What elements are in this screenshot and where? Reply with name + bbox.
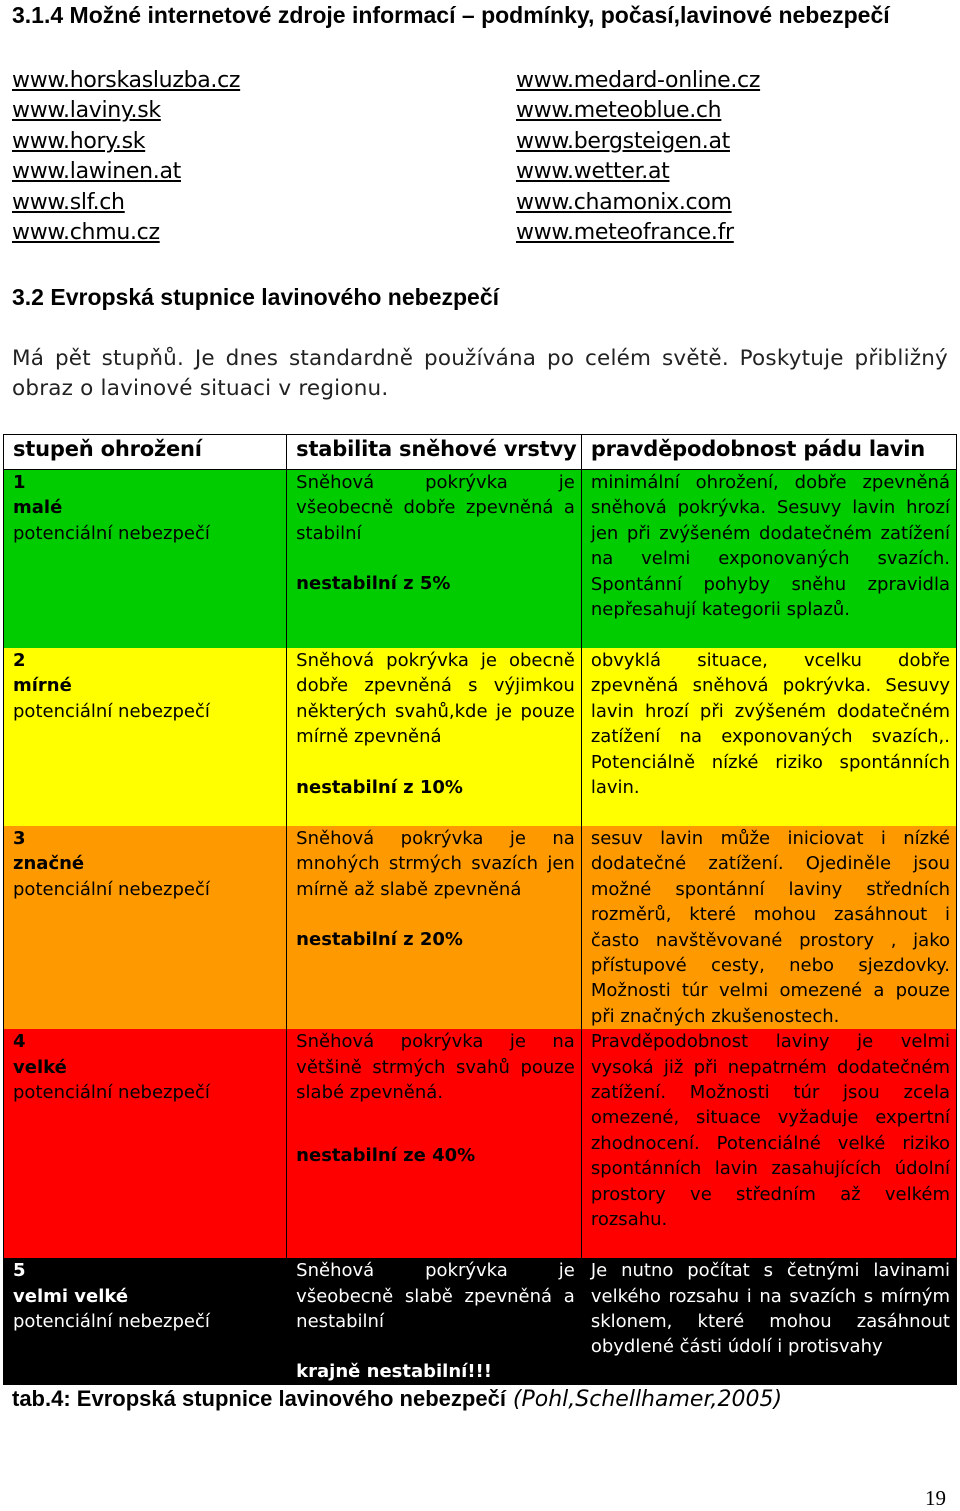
intro-paragraph: Má pět stupňů. Je dnes standardně používána po celém světě. Poskytuje přibližný obraz o lavinové situaci v regionu. bbox=[12, 346, 948, 401]
level-number: 1 bbox=[13, 472, 26, 493]
probability-cell: Pravděpodobnost laviny je velmi vysoká již při nepatrném dodatečném zatížení. Možnosti túr jsou zcela omezené, situace vyžaduje expertní zhodnocení. Potenciálné velké riziko spontánních lavin zasahujících údolní prostory ve středním až velkém rozsahu. bbox=[581, 1029, 956, 1258]
page-number: 19 bbox=[925, 1486, 946, 1510]
stability-text: Sněhová pokrývka je všeobecně dobře zpevněná a stabilní bbox=[296, 472, 575, 544]
table-row bbox=[4, 1258, 957, 1385]
level-name: velmi velké bbox=[13, 1285, 129, 1307]
links-column-left bbox=[12, 66, 240, 248]
level-name: mírné bbox=[13, 675, 72, 697]
table-caption bbox=[12, 1384, 782, 1415]
probability-cell: Je nutno počítat s četnými lavinami velkého rozsahu i na svazích s mírným sklonem, které mohou zasáhnout obydlené části údolí i protisvahy bbox=[581, 1258, 956, 1385]
header-danger-level: stupeň ohrožení bbox=[4, 435, 287, 470]
level-potential: potenciální nebezpečí bbox=[13, 700, 210, 722]
stability-text: Sněhová pokrývka je na většině strmých svahů pouze slabé zpevněná. bbox=[296, 1031, 575, 1104]
header-snow-stability: stabilita sněhové vrstvy bbox=[287, 435, 582, 470]
level-number: 5 bbox=[13, 1260, 26, 1282]
level-number: 2 bbox=[13, 650, 26, 671]
level-name: malé bbox=[13, 497, 63, 519]
caption-citation: (Pohl,Schellhamer,2005) bbox=[505, 1387, 783, 1412]
links-column-right bbox=[516, 66, 760, 248]
stability-cell bbox=[287, 1029, 582, 1258]
probability-cell: minimální ohrožení, dobře zpevněná sněhová pokrývka. Sesuvy lavin hrozí jen při zvýšeném dodatečném zatížení na velmi exponovaných svazích. Spontánní pohyby sněhu zpravidla nepřesahují kategorii splazů. bbox=[581, 470, 956, 649]
table-row bbox=[4, 1029, 957, 1258]
link-lawinen[interactable]: www.lawinen.at bbox=[12, 159, 181, 185]
level-cell bbox=[4, 470, 287, 649]
header-avalanche-probability: pravděpodobnost pádu lavin bbox=[581, 435, 956, 470]
stability-cell bbox=[287, 648, 582, 826]
table-header-row bbox=[4, 435, 957, 470]
probability-cell: obvyklá situace, vcelku dobře zpevněná sněhová pokrývka. Sesuvy lavin hrozí při zvýšeném dodatečném zatížení na exponovaných svazích,. Potenciálně nízké riziko spontánních lavin. bbox=[581, 648, 956, 826]
stability-text: Sněhová pokrývka je obecně dobře zpevněná s výjimkou některých svahů,kde je pouze mírně zpevněná bbox=[296, 650, 575, 748]
level-cell bbox=[4, 648, 287, 826]
table-row bbox=[4, 826, 957, 1029]
stability-text: Sněhová pokrývka je na mnohých strmých svazích jen mírně až slabě zpevněná bbox=[296, 828, 575, 900]
level-cell bbox=[4, 1258, 287, 1385]
table-row bbox=[4, 470, 957, 649]
link-chamonix[interactable]: www.chamonix.com bbox=[516, 189, 732, 215]
probability-cell: sesuv lavin může iniciovat i nízké dodatečné zatížení. Ojediněle jsou možné spontánní laviny středních rozměrů, které mohou zasáhnout i často navštěvované prostory , jako přístupové cesty, nebo sjezdovky. Možnosti túr velmi omezené a pouze při značných zkušenostech. bbox=[581, 826, 956, 1029]
level-number: 3 bbox=[13, 828, 26, 849]
level-potential: potenciální nebezpečí bbox=[13, 522, 210, 544]
link-horskasluzba[interactable]: www.horskasluzba.cz bbox=[12, 68, 241, 93]
section-heading-3-2: 3.2 Evropská stupnice lavinového nebezpečí bbox=[12, 284, 500, 310]
level-potential: potenciální nebezpečí bbox=[13, 1311, 210, 1333]
unstable-percent: krajně nestabilní!!! bbox=[296, 1361, 492, 1383]
unstable-percent: nestabilní z 5% bbox=[296, 573, 451, 595]
link-medard[interactable]: www.medard-online.cz bbox=[516, 68, 761, 93]
level-number: 4 bbox=[13, 1031, 26, 1053]
link-bergsteigen[interactable]: www.bergsteigen.at bbox=[516, 128, 730, 154]
level-cell bbox=[4, 826, 287, 1029]
section-heading-3-1-4: 3.1.4 Možné internetové zdroje informací – podmínky, počasí,lavinové nebezpečí bbox=[12, 2, 890, 28]
caption-label: tab.4: Evropská stupnice lavinového nebezpečí bbox=[12, 1386, 506, 1411]
link-laviny[interactable]: www.laviny.sk bbox=[12, 98, 161, 124]
link-hory[interactable]: www.hory.sk bbox=[12, 128, 146, 154]
link-meteofrance[interactable]: www.meteofrance.fr bbox=[516, 220, 734, 246]
stability-cell bbox=[287, 1258, 582, 1385]
avalanche-danger-table bbox=[3, 434, 957, 1385]
level-cell bbox=[4, 1029, 287, 1258]
unstable-percent: nestabilní ze 40% bbox=[296, 1145, 476, 1167]
level-potential: potenciální nebezpečí bbox=[13, 1082, 210, 1104]
stability-cell bbox=[287, 470, 582, 649]
link-slf[interactable]: www.slf.ch bbox=[12, 189, 125, 215]
link-chmu[interactable]: www.chmu.cz bbox=[12, 220, 160, 246]
unstable-percent: nestabilní z 20% bbox=[296, 929, 463, 951]
link-meteoblue[interactable]: www.meteoblue.ch bbox=[516, 98, 722, 124]
level-potential: potenciální nebezpečí bbox=[13, 878, 210, 900]
unstable-percent: nestabilní z 10% bbox=[296, 776, 463, 798]
stability-cell bbox=[287, 826, 582, 1029]
stability-text: Sněhová pokrývka je všeobecně slabě zpevněná a nestabilní bbox=[296, 1260, 575, 1333]
level-name: velké bbox=[13, 1056, 67, 1078]
link-wetter[interactable]: www.wetter.at bbox=[516, 159, 670, 185]
level-name: značné bbox=[13, 853, 85, 875]
table-row bbox=[4, 648, 957, 826]
